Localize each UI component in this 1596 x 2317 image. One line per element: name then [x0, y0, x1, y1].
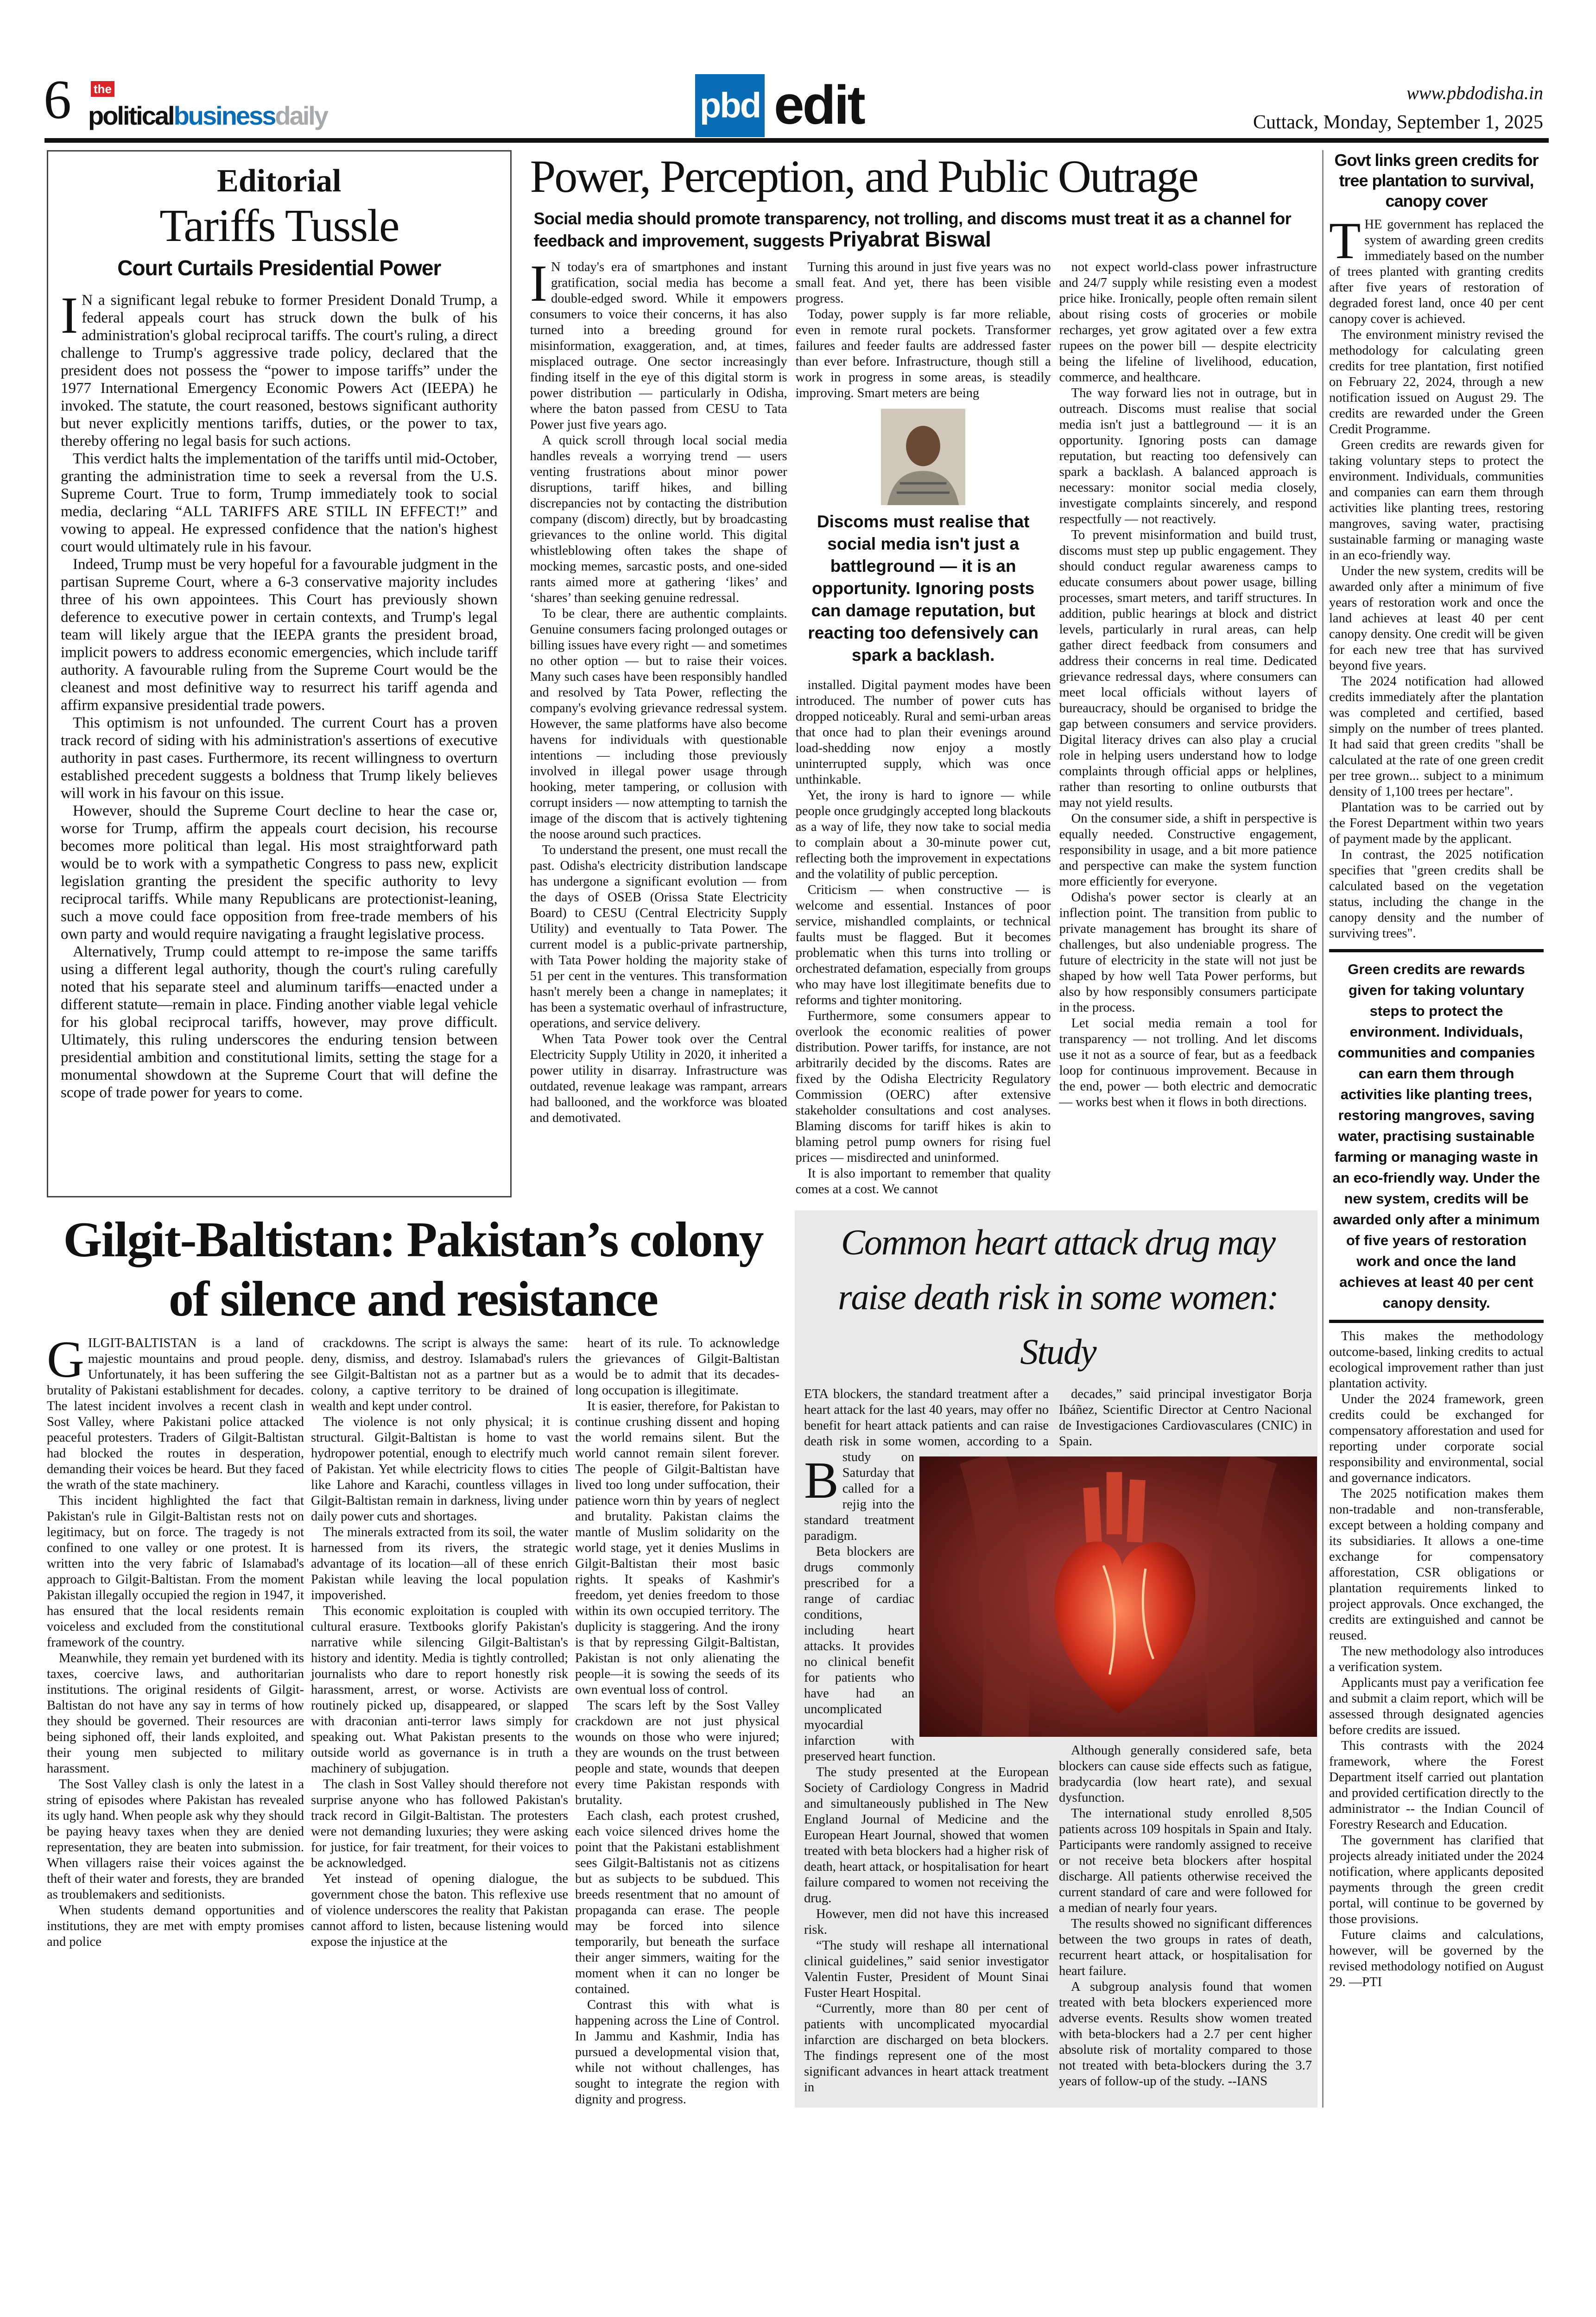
gilgit-headline: Gilgit-Baltistan: Pakistan’s colony of silence and resistance — [63, 1212, 763, 1327]
paragraph: The 2025 notification makes them non-tradable and non-transferable, except between a holding company and its subsidiaries. It allows a one-time exchange for compensatory afforestation, CSR obligations or plantation requirements linked to project approvals. Once exchanged, the credits are extinguished and cannot be reused. — [1329, 1487, 1544, 1643]
masthead — [0, 0, 1596, 145]
paragraph: The scars left by the Sost Valley crackdown are not just physical wounds on those who were injured; they are wounds on the trust between people and state, wounds that deepen every time Pakistan responds with brutality. — [575, 1698, 779, 1807]
paragraph: Green credits are rewards given for taking voluntary steps to protect the environment. Individuals, communities and companies can earn them through activities like planting trees, restoring mangroves, saving water, practising sustainable farming or managing waste in an eco-friendly way. — [1329, 438, 1544, 563]
paragraph: When students demand opportunities and institutions, they are met with empty promises and police — [47, 1903, 304, 1949]
paragraph: Each clash, each protest crushed, each voice silenced drives home the point that the Pakistani establishment sees Gilgit-Baltistanis not as citizens but as subjects to be subdued. This breeds resentment that no amount of propaganda can erase. The people may be forced into silence temporarily, but beneath the surface their anger simmers, waiting for the moment when it can no longer be contained. — [575, 1809, 779, 1996]
paragraph: Criticism — when constructive — is welcome and essential. Instances of poor service, mishandled complaints, or technical faults must be flagged. But it becomes problematic when this turns into trolling or orchestrated defamation, especially from groups who may have lost illegitimate benefits due to reforms and tighter monitoring. — [795, 883, 1051, 1007]
paragraph: The environment ministry revised the methodology for calculating green credits for tree plantation, first notified on February 22, 2024, through a new notification issued on August 29. The credits are rewarded under the Green Credit Programme. — [1329, 328, 1544, 437]
paragraph: decades,” said principal investigator Borja Ibáñez, Scientific Director at Centro Nacional de Investigaciones Cardiovasculares (CNIC) in Spain. — [1059, 1387, 1312, 1449]
gilgit-col-1 — [47, 1331, 304, 2108]
paragraph: heart of its rule. To acknowledge the grievances of Gilgit-Baltistan would be to admit that its decades-long occupation is illegitimate. — [575, 1336, 779, 1398]
paragraph: crackdowns. The script is always the same: deny, dismiss, and destroy. Islamabad's rulers see Gilgit-Baltistan not as a partner but as a colony, a captive territory to be drained of wealth and kept under control. — [311, 1336, 568, 1413]
power-col-1 — [530, 255, 787, 1197]
masthead-rule — [44, 138, 1549, 143]
paragraph: It is easier, therefore, for Pakistan to continue crushing dissent and hoping the world remains silent. But the world cannot remain silent forever. The people of Gilgit-Baltistan have lived too long under suffocation, their patience worn thin by years of neglect and brutality. Pakistan claims the mantle of Muslim solidarity on the world stage, yet it denies Muslims in Gilgit-Baltistan their most basic rights. It speaks of Kashmir's freedom, yet denies freedom to those within its own occupied territory. The duplicity is staggering. And the irony is that by repressing Gilgit-Baltistan, Pakistan is not only alienating the people—it is sowing the seeds of its own eventual loss of control. — [575, 1399, 779, 1697]
paragraph: The Sost Valley clash is only the latest in a string of episodes where Pakistan has revealed its ugly hand. When people ask why they should be paying heavy taxes when they are denied representation, they are beaten into submission. When villagers raise their voices against the theft of their water and forests, they are branded as troublemakers and seditionists. — [47, 1777, 304, 1902]
paragraph: Yet instead of opening dialogue, the government chose the baton. This reflexive use of violence underscores the reality that Pakistan cannot afford to listen, because listening would expose the injustice at the — [311, 1872, 568, 1949]
author-byline: Priyabrat Biswal — [829, 227, 991, 251]
paragraph: To understand the present, one must recall the past. Odisha's electricity distribution landscape has undergone a significant evolution — from the days of OSEB (Orissa State Electricity Board) to CESU (Central Electricity Supply Utility) and eventually to Tata Power. The current model is a public-private partnership, with Tata Power holding the majority stake of 51 per cent in the ventures. This transformation hasn't merely been a change in nameplates; it has been a systematic overhaul of infrastructure, operations, and service delivery. — [530, 843, 787, 1031]
logo-business: business — [173, 101, 275, 130]
power-article — [530, 150, 1317, 1197]
paragraph: The 2024 notification had allowed credits immediately after the plantation was completed and certified, based simply on the number of trees planted. It had said that green credits "shall be calculated at the rate of one green credit per tree grown... subject to a minimum density of 1,100 trees per hectare". — [1329, 674, 1544, 799]
logo-daily: daily — [275, 101, 327, 130]
paragraph: not expect world-class power infrastructure and 24/7 supply while resisting even a modest price hike. Ironically, people often remain silent about rising costs of groceries or mobile recharges, yet grow agitated over a few extra rupees on the power bill — despite electricity being the lifeline of livelihood, education, commerce, and healthcare. — [1059, 260, 1317, 385]
paragraph: To be clear, there are authentic complaints. Genuine consumers facing prolonged outages or billing issues have every right — and sometimes no other option — but to raise their voices. Many such cases have been responsibly handled and resolved by Tata Power, reflecting the company's evolving grievance redressal system. However, the same platforms have also become havens for individuals with questionable intentions — including those previously involved in illegal power usage through hooking, meter tampering, or collusion with corrupt insiders — now attempting to tarnish the image of the discom that is actively tightening the noose around such practices. — [530, 607, 787, 842]
paragraph: On the consumer side, a shift in perspective is equally needed. Constructive engagement, responsibility in usage, and a bit more patience and perspective can make the system function more efficiently for everyone. — [1059, 811, 1317, 889]
logo-the: the — [91, 81, 114, 97]
author-portrait-icon — [881, 409, 965, 505]
paragraph: installed. Digital payment modes have been introduced. The number of power cuts has dropped noticeably. Rural and semi-urban areas that once had to plan their evenings around load-shedding now enjoy a mostly uninterrupted supply, which was once unthinkable. — [795, 678, 1051, 787]
green-headline: Govt links green credits for tree plantation to survival, canopy cover — [1334, 151, 1539, 210]
paragraph: Meanwhile, they remain yet burdened with its taxes, coercive laws, and authoritarian institutions. The original residents of Gilgit-Baltistan do not have any say in terms of how they should be governed. Their resources are being siphoned off, their lands exploited, and their young men subjected to military harassment. — [47, 1651, 304, 1776]
paragraph: This economic exploitation is coupled with cultural erasure. Textbooks glorify Pakistan's narrative while silencing Gilgit-Baltistan's history and identity. Media is tightly controlled; journalists who dare to report honestly risk harassment, arrest, or worse. Activists are routinely picked up, disappeared, or slapped with draconian anti-terror laws simply for speaking out. What Pakistan presents to the outside world as governance is in truth a machinery of subjugation. — [311, 1604, 568, 1776]
paragraph: THE government has replaced the system of awarding green credits immediately based on the number of trees planted with granting credits after five years of restoration of degraded forest land, once 40 per cent canopy cover is achieved. — [1329, 212, 1544, 326]
gilgit-col-3 — [575, 1336, 779, 2108]
paragraph: To prevent misinformation and build trust, discoms must step up public engagement. They should conduct regular awareness camps to educate consumers about power usage, billing processes, smart meters, and tariff structures. In addition, public hearings at block and district levels, particularly in rural areas, can help gather direct feedback from consumers and address their concerns in real time. Dedicated grievance redressal days, where consumers can meet local officials without layers of bureaucracy, should be organised to bridge the gap between consumers and service providers. Digital literacy drives can also play a crucial role in helping users understand how to lodge complaints through official apps or helplines, rather than resorting to online outbursts that may not yield results. — [1059, 528, 1317, 810]
heart-columns — [804, 1386, 1312, 2095]
paragraph: BETA blockers, the standard treatment after a heart attack for the last 40 years, may offer no benefit for heart attack patients and can raise death risk in some women, according to a study on Saturday that called for a rejig into the standard treatment paradigm. — [804, 1387, 1049, 1543]
paragraph: Beta blockers are drugs commonly prescribed for a range of cardiac conditions, including heart attacks. It provides no clinical benefit for patients who have had an uncomplicated myocardial infarction with preserved heart function. — [804, 1545, 936, 1764]
paragraph: The violence is not only physical; it is structural. Gilgit-Baltistan is home to vast hydropower potential, enough to electrify much of Pakistan. Yet while electricity flows to cities like Lahore and Karachi, countless villages in Gilgit-Baltistan remain in darkness, living under daily power cuts and shortages. — [311, 1415, 568, 1524]
paragraph: It is also important to remember that quality comes at a cost. We cannot — [795, 1166, 1051, 1196]
paragraph: Under the 2024 framework, green credits could be exchanged for compensatory afforestation and used for reporting under corporate social responsibility and environmental, social and governance indicators. — [1329, 1392, 1544, 1485]
paragraph: When Tata Power took over the Central Electricity Supply Utility in 2020, it inherited a power utility in disarray. Infrastructure was outdated, revenue leakage was rampant, arrears had ballooned, and the workforce was bloated and demotivated. — [530, 1032, 787, 1125]
logo-wordmark — [88, 100, 327, 132]
paragraph: Today, power supply is far more reliable, even in remote rural pockets. Transformer failures and feeder faults are addressed faster than ever before. Infrastructure, though still a work in progress in some areas, is steadily improving. Smart meters are being — [795, 307, 1051, 400]
heart-illustration — [919, 1456, 1317, 1737]
logo-political: political — [88, 101, 174, 130]
power-col-2-bottom — [796, 677, 1051, 1197]
section-edit: edit — [774, 75, 864, 136]
paragraph: GILGIT-BALTISTAN is a land of majestic mountains and proud people. Unfortunately, it has been suffering the brutality of Pakistani establishment for decades. The latest incident involves a recent clash in Sost Valley, where Pakistani police attacked peaceful protesters. Traders of Gilgit-Baltistan had blocked the routes in desperation, demanding their voices be heard. But they faced the wrath of the state machinery. — [47, 1331, 304, 1492]
top-row — [47, 150, 1317, 1197]
paragraph: This verdict halts the implementation of the tariffs until mid-October, granting the administration time to seek a reversal from the U.S. Supreme Court. True to form, Trump immediately took to social media, declaring “ALL TARIFFS ARE STILL IN EFFECT!” and vowing to appeal. He expressed confidence that the nation's highest court would ultimately rule in his favour. — [61, 450, 498, 555]
paragraph: However, men did not have this increased risk. — [804, 1907, 1049, 1937]
paragraph: Plantation was to be carried out by the Forest Department within two years of payment made by the applicant. — [1329, 800, 1544, 846]
gilgit-columns — [47, 1331, 779, 2108]
gilgit-article — [47, 1210, 779, 2108]
paragraph: In contrast, the 2025 notification specifies that "green credits shall be calculated based on the vegetation status, including the change in the canopy density and the number of surviving trees". — [1329, 848, 1544, 941]
green-body-top — [1329, 212, 1544, 942]
heart-article-box — [795, 1210, 1317, 2108]
paragraph: Indeed, Trump must be very hopeful for a favourable judgment in the partisan Supreme Court, where a 6-3 conservative majority includes three of his own appointees. This Court has previously shown deference to executive power in certain contexts, and Trump's legal team will likely argue that the IEEPA grants the president broad, implicit powers to address economic emergencies, which include tariff authority. A favourable ruling from the Supreme Court would be the cleanest and most definitive way to resurrect his tariff agenda and affirm expansive presidential trade powers. — [61, 556, 498, 714]
power-col-2-top — [796, 260, 1051, 401]
green-pull-quote: Green credits are rewards given for taking voluntary steps to protect the environment. Individuals, communities and companies can earn them through activities like planting trees, restoring mangroves, saving water, practising sustainable farming or managing waste in an eco-friendly way. Under the new system, credits will be awarded only after a minimum of five years of restoration work and once the land achieves at least 40 per cent canopy density. — [1329, 949, 1544, 1323]
paragraph: IN a significant legal rebuke to former President Donald Trump, a federal appeals court has struck down the bulk of his administration's global reciprocal tariffs. The court's ruling, a direct challenge to Trump's aggressive trade policy, declared that the president does not possess the “power to impose tariffs” under the 1977 International Emergency Economic Powers Act (IEEPA) he invoked. The statute, the court reasoned, bestows significant authority but never explicitly mentions tariffs, duties, or the power to tax, thereby offering no legal basis for such actions. — [61, 287, 498, 449]
paragraph: The results showed no significant differences between the two groups in rates of death, recurrent heart attack, or hospitalisation for heart failure. — [1059, 1917, 1312, 1978]
paragraph: Future claims and calculations, however, will be governed by the revised methodology notified on August 29. —PTI — [1329, 1928, 1544, 1989]
editorial-body — [61, 287, 498, 1102]
human-heart-icon — [919, 1456, 1317, 1737]
paragraph: This makes the methodology outcome-based, linking credits to actual ecological improvement rather than just plantation activity. — [1329, 1329, 1544, 1391]
heart-headline: Common heart attack drug may raise death risk in some women: Study — [838, 1222, 1278, 1372]
left-area — [47, 150, 1317, 2108]
editorial-kicker: Editorial — [217, 163, 342, 199]
paragraph: This contrasts with the 2024 framework, where the Forest Department itself carried out plantation and provided certification directly to the administrator -- the Indian Council of Forestry Research and Education. — [1329, 1739, 1544, 1832]
gilgit-col-2 — [311, 1336, 568, 2108]
paragraph: This optimism is not unfounded. The current Court has a proven track record of siding with his administration's assertions of executive authority in past cases. Furthermore, its recent willingness to overturn established precedent suggests a boldness that Trump likely believes will work in his favour on this issue. — [61, 715, 498, 802]
bottom-row — [47, 1210, 1317, 2108]
paragraph: However, should the Supreme Court decline to hear the case or, worse for Trump, affirm the appeals court decision, his recourse becomes more political than legal. His most straightforward path would be to work with a sympathetic Congress to pass new, explicit legislation granting the president the specific authority to levy reciprocal tariffs. While many Republicans are protectionist-leaning, such a move could face opposition from free-trade members of his own party and would require navigating a fraught legislative process. — [61, 803, 498, 943]
paragraph: The international study enrolled 8,505 patients across 109 hospitals in Spain and Italy. Participants were randomly assigned to receive or not receive beta blockers after hospital discharge. All patients otherwise received the current standard of care and were followed for a median of nearly four years. — [1059, 1806, 1312, 1915]
page-number: 6 — [44, 69, 71, 130]
power-col-2 — [796, 260, 1051, 1197]
paragraph: “The study will reshape all international clinical guidelines,” said senior investigator Valentin Fuster, President of Mount Sinai Fuster Heart Hospital. — [804, 1938, 1049, 2000]
paragraph: Let social media remain a tool for transparency — not trolling. And let discoms use it not as a source of fear, but as a feedback loop for continuous improvement. Because in the end, power — both electric and democratic — works best when it flows in both directions. — [1059, 1016, 1317, 1109]
paragraph: Applicants must pay a verification fee and submit a claim report, which will be assessed through designated agencies before credits are issued. — [1329, 1676, 1544, 1737]
standfirst-text: Social media should promote transparency, not trolling, and discoms must treat it as a channel for feedback and improvement, suggests — [533, 209, 1292, 250]
editorial-title: Tariffs Tussle — [159, 200, 399, 251]
paragraph: IN today's era of smartphones and instant gratification, social media has become a double-edged sword. While it empowers consumers to voice their concerns, it has also turned into a breeding ground for misinformation, exaggeration, and, at times, misplaced outrage. One sector increasingly finding itself in the eye of this digital storm is power distribution — particularly in Odisha, where the baton passed from CESU to Tata Power just five years ago. — [530, 255, 787, 432]
paragraph: Alternatively, Trump could attempt to re-impose the same tariffs using a different legal authority, though the court's ruling carefully noted that his separate steel and aluminum tariffs—enacted under a different statute—remain in place. Finding another viable legal vehicle for his global reciprocal tariffs, however, may prove difficult. Ultimately, this ruling underscores the enduring tension between presidential ambition and constitutional limits, setting the stage for a monumental showdown at the Supreme Court that will define the scope of trade power for years to come. — [61, 943, 498, 1101]
editorial-box — [47, 150, 512, 1197]
green-credits-column — [1322, 150, 1544, 2108]
power-pull-quote: Discoms must realise that social media isn't just a battleground — it is an opportunity. Ignoring posts can damage reputation, but reacting too defensively can spark a backlash. — [808, 512, 1039, 665]
paragraph: Odisha's power sector is clearly at an inflection point. The transition from public to private management has brought its share of challenges, but also undeniable progress. The future of electricity in the state will not just be shaped by how well Tata Power performs, but also by how responsibly consumers participate in the process. — [1059, 890, 1317, 1015]
page-body — [47, 150, 1596, 2108]
author-photo — [881, 409, 965, 505]
paragraph: A quick scroll through local social media handles reveals a worrying trend — users venting frustrations about minor power disruptions, tariff hikes, and billing discrepancies not by contacting the distribution company (discom) directly, but by broadcasting grievances to the online world. This digital whistleblowing often takes the shape of mocking memes, sarcastic posts, and one-sided rants aimed more at gathering ‘likes’ and ‘shares’ than seeking genuine redressal. — [530, 433, 787, 605]
paragraph: A subgroup analysis found that women treated with beta blockers experienced more adverse events. Results show women treated with beta-blockers had a 2.7 per cent higher absolute risk of mortality compared to those not treated with beta-blockers during the 3.7 years of follow-up of the study. --IANS — [1059, 1980, 1312, 2089]
paragraph: Contrast this with what is happening across the Line of Control. In Jammu and Kashmir, India has pursued a developmental vision that, while not without challenges, has sought to integrate the region with dignity and progress. — [575, 1998, 779, 2107]
paragraph: “Currently, more than 80 per cent of patients with uncomplicated myocardial infarction are discharged on beta blockers. The findings represent one of the most significant advances in heart attack treatment in — [804, 2001, 1049, 2095]
paragraph: Yet, the irony is hard to ignore — while people once grudgingly accepted long blackouts as a way of life, they now take to social media to complain about a 30-minute power cut, reflecting both the improvement in expectations and the volatility of public perception. — [795, 788, 1051, 881]
section-pbd: pbd — [695, 74, 765, 137]
paragraph: The way forward lies not in outrage, but in outreach. Discoms must realise that social media isn't just a battleground — it is an opportunity. Ignoring posts can damage reputation, but reacting too defensively can spark a backlash. A balanced approach is necessary: monitor social media closely, investigate complaints sincerely, and respond respectfully — not reactively. — [1059, 386, 1317, 526]
paragraph: The minerals extracted from its soil, the water harnessed from its rivers, the strategic advantage of its location—all of these enrich Pakistan while leaving the local population impoverished. — [311, 1525, 568, 1602]
editorial-subtitle: Court Curtails Presidential Power — [117, 256, 441, 280]
website: www.pbdodisha.in — [1406, 82, 1543, 103]
power-columns — [530, 255, 1317, 1197]
paragraph: Although generally considered safe, beta blockers can cause side effects such as fatigue, bradycardia (low heart rate), and sexual dysfunction. — [1059, 1743, 1312, 1805]
paragraph: This incident highlighted the fact that Pakistan's rule in Gilgit-Baltistan rests not on legitimacy, but on force. The tragedy is not confined to one valley or one protest. It is written into the very fabric of Islamabad's approach to Gilgit-Baltistan. From the moment Pakistan illegally occupied the region in 1947, it has ensured that the local residents remain voiceless and excluded from the constitutional framework of the country. — [47, 1494, 304, 1650]
power-standfirst — [534, 209, 1317, 251]
paragraph: The new methodology also introduces a verification system. — [1329, 1644, 1544, 1674]
power-col-3 — [1059, 260, 1317, 1197]
paragraph: The government has clarified that projects already initiated under the 2024 notification, where applicants deposited payments through the green credit portal, will continue to be governed by those provisions. — [1329, 1833, 1544, 1926]
power-headline: Power, Perception, and Public Outrage — [530, 151, 1197, 202]
paragraph: Under the new system, credits will be awarded only after a minimum of five years of restoration work and once the land achieves at least 40 per cent canopy density. One credit will be given for each new tree that has survived beyond five years. — [1329, 564, 1544, 673]
dateline: Cuttack, Monday, September 1, 2025 — [1253, 112, 1543, 133]
paragraph: Turning this around in just five years was no small feat. And yet, there has been visible progress. — [795, 260, 1051, 306]
paragraph: The clash in Sost Valley should therefore not surprise anyone who has followed Pakistan's track record in Gilgit-Baltistan. The protesters were not demanding luxuries; they were asking for justice, for fair treatment, for their voices to be acknowledged. — [311, 1777, 568, 1870]
paragraph: The study presented at the European Society of Cardiology Congress in Madrid and simultaneously published in The New England Journal of Medicine and the European Heart Journal, showed that women treated with beta blockers had a higher risk of death, heart attack, or hospitalisation for heart failure compared to women not receiving the drug. — [804, 1765, 1049, 1906]
green-body-bottom — [1329, 1329, 1544, 1990]
paragraph: Furthermore, some consumers appear to overlook the economic realities of power distribution. Power tariffs, for instance, are not arbitrarily decided by the discoms. Rates are fixed by the Odisha Electricity Regulatory Commission (OERC) after extensive stakeholder consultations and cost analyses. Blaming discoms for tariff hikes is akin to blaming petrol pump owners for rising fuel prices — misdirected and uninformed. — [795, 1009, 1051, 1165]
